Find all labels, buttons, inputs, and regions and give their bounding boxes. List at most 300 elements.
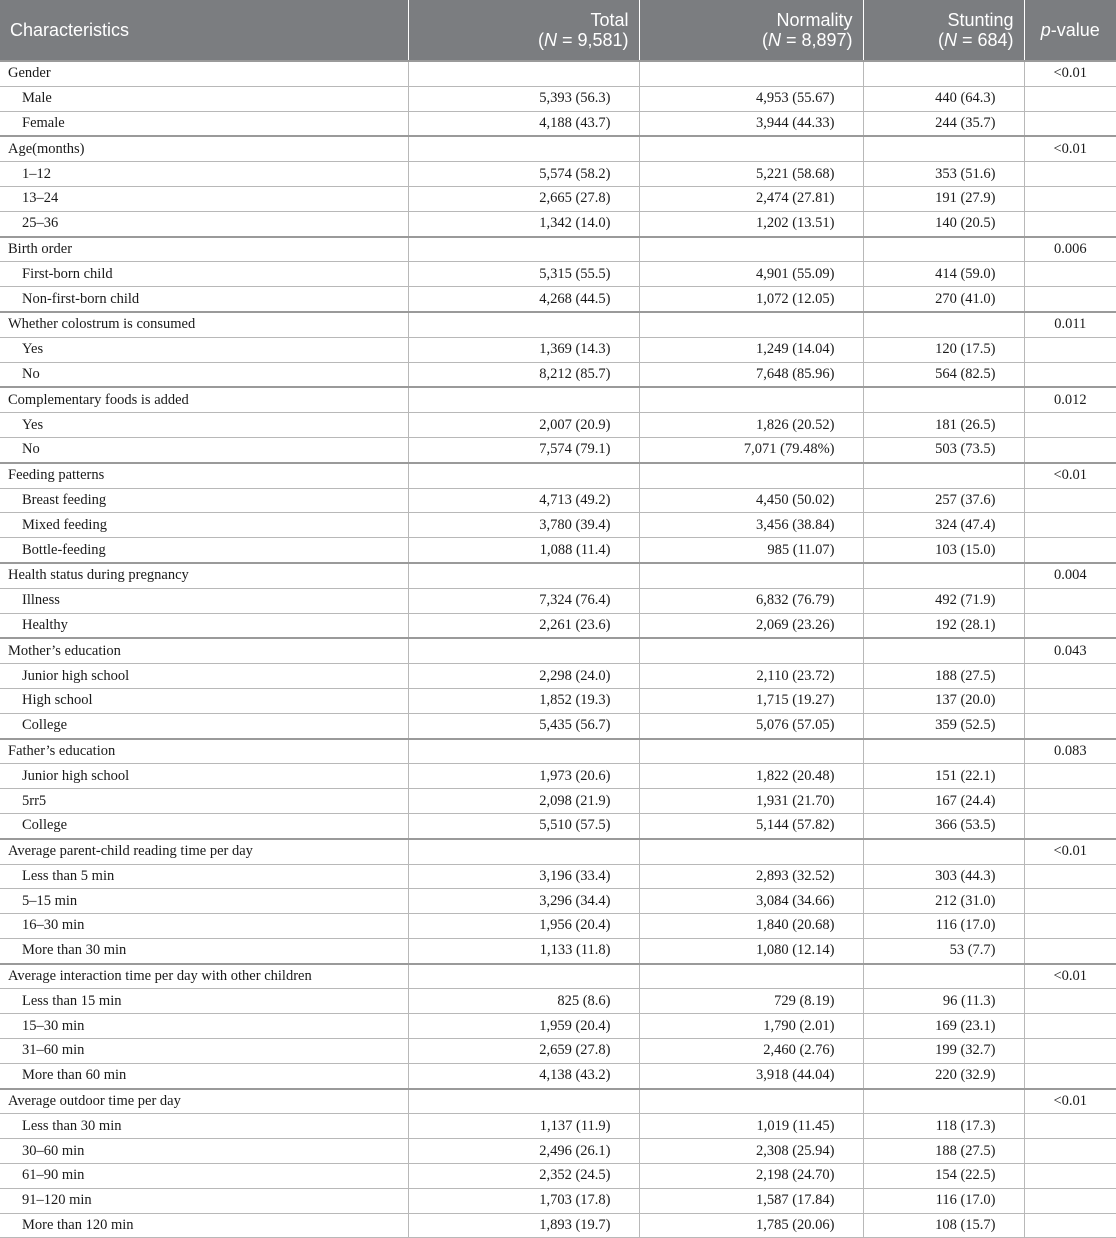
- cell-stunting: 366 (53.5): [863, 813, 1024, 838]
- cell-normality: 5,144 (57.82): [639, 813, 863, 838]
- header-stunting-n: 684: [977, 30, 1008, 50]
- cell-p-value: [1024, 337, 1116, 362]
- cell-characteristic: Non-first-born child: [0, 287, 408, 312]
- cell-p-value: [1024, 488, 1116, 513]
- header-characteristics-label: Characteristics: [10, 20, 130, 40]
- table-row: [0, 1114, 1116, 1139]
- cell-total: 5,574 (58.2): [408, 162, 639, 187]
- cell-normality: 4,953 (55.67): [639, 86, 863, 111]
- cell-p-value: [1024, 914, 1116, 939]
- table-row-group: [0, 638, 1116, 663]
- table-header: [0, 0, 1116, 61]
- cell-total: 4,713 (49.2): [408, 488, 639, 513]
- cell-normality: 2,110 (23.72): [639, 664, 863, 689]
- cell-stunting: 440 (64.3): [863, 86, 1024, 111]
- cell-normality: 2,460 (2.76): [639, 1039, 863, 1064]
- cell-characteristic: 16–30 min: [0, 914, 408, 939]
- cell-total: 5,510 (57.5): [408, 813, 639, 838]
- header-normality-n: 8,897: [801, 30, 847, 50]
- cell-normality: 5,076 (57.05): [639, 713, 863, 738]
- table-row: [0, 813, 1116, 838]
- cell-total: [408, 839, 639, 864]
- cell-stunting: 244 (35.7): [863, 111, 1024, 136]
- cell-p-value: [1024, 864, 1116, 889]
- cell-characteristic: 5–15 min: [0, 889, 408, 914]
- cell-normality: 3,918 (44.04): [639, 1063, 863, 1088]
- cell-total: 7,574 (79.1): [408, 437, 639, 462]
- cell-total: 5,435 (56.7): [408, 713, 639, 738]
- table-row: [0, 864, 1116, 889]
- cell-p-value: [1024, 813, 1116, 838]
- cell-characteristic: More than 120 min: [0, 1213, 408, 1238]
- cell-stunting: 116 (17.0): [863, 1188, 1024, 1213]
- cell-stunting: 154 (22.5): [863, 1164, 1024, 1189]
- header-p-symbol: p: [1040, 20, 1051, 40]
- table-row: [0, 889, 1116, 914]
- header-normality-n-symbol: N: [767, 30, 781, 50]
- cell-characteristic: Yes: [0, 413, 408, 438]
- cell-stunting: 564 (82.5): [863, 362, 1024, 387]
- header-normality: Normality (N = 8,897): [639, 0, 863, 61]
- table-row-group: [0, 387, 1116, 412]
- cell-total: [408, 638, 639, 663]
- cell-total: 3,780 (39.4): [408, 513, 639, 538]
- cell-total: 1,703 (17.8): [408, 1188, 639, 1213]
- cell-p-value: [1024, 588, 1116, 613]
- cell-stunting: [863, 387, 1024, 412]
- cell-p-value: [1024, 262, 1116, 287]
- cell-stunting: 212 (31.0): [863, 889, 1024, 914]
- cell-total: [408, 1089, 639, 1114]
- table-row: [0, 513, 1116, 538]
- cell-normality: 1,072 (12.05): [639, 287, 863, 312]
- cell-normality: 5,221 (58.68): [639, 162, 863, 187]
- cell-p-value: [1024, 162, 1116, 187]
- table-row: [0, 1014, 1116, 1039]
- cell-p-value: [1024, 764, 1116, 789]
- cell-total: [408, 312, 639, 337]
- cell-p-value: [1024, 413, 1116, 438]
- cell-characteristic: Mother’s education: [0, 638, 408, 663]
- cell-total: 2,496 (26.1): [408, 1139, 639, 1164]
- cell-characteristic: High school: [0, 688, 408, 713]
- table-row: [0, 437, 1116, 462]
- cell-p-value: [1024, 211, 1116, 236]
- cell-p-value: [1024, 287, 1116, 312]
- cell-stunting: 96 (11.3): [863, 989, 1024, 1014]
- cell-p-value: [1024, 989, 1116, 1014]
- cell-normality: 729 (8.19): [639, 989, 863, 1014]
- cell-characteristic: 15–30 min: [0, 1014, 408, 1039]
- cell-total: 1,973 (20.6): [408, 764, 639, 789]
- cell-p-value: [1024, 1188, 1116, 1213]
- cell-total: 1,956 (20.4): [408, 914, 639, 939]
- cell-characteristic: Male: [0, 86, 408, 111]
- cell-characteristic: Less than 5 min: [0, 864, 408, 889]
- table-row: [0, 613, 1116, 638]
- cell-total: 825 (8.6): [408, 989, 639, 1014]
- cell-total: 1,959 (20.4): [408, 1014, 639, 1039]
- cell-normality: 1,587 (17.84): [639, 1188, 863, 1213]
- cell-characteristic: College: [0, 813, 408, 838]
- cell-p-value: [1024, 889, 1116, 914]
- cell-normality: 1,202 (13.51): [639, 211, 863, 236]
- cell-total: 5,393 (56.3): [408, 86, 639, 111]
- cell-stunting: 118 (17.3): [863, 1114, 1024, 1139]
- cell-total: 2,665 (27.8): [408, 186, 639, 211]
- cell-characteristic: 25–36: [0, 211, 408, 236]
- table-row: [0, 713, 1116, 738]
- cell-characteristic: More than 30 min: [0, 938, 408, 963]
- cell-total: [408, 463, 639, 488]
- cell-characteristic: Breast feeding: [0, 488, 408, 513]
- table-row: [0, 413, 1116, 438]
- table-row: [0, 1139, 1116, 1164]
- cell-normality: [639, 136, 863, 161]
- cell-normality: [639, 638, 863, 663]
- cell-total: 4,268 (44.5): [408, 287, 639, 312]
- cell-normality: 2,474 (27.81): [639, 186, 863, 211]
- cell-characteristic: 13–24: [0, 186, 408, 211]
- table-row-group: [0, 312, 1116, 337]
- cell-p-value: <0.01: [1024, 136, 1116, 161]
- cell-characteristic: Gender: [0, 61, 408, 86]
- cell-stunting: 414 (59.0): [863, 262, 1024, 287]
- cell-normality: [639, 964, 863, 989]
- cell-total: 2,261 (23.6): [408, 613, 639, 638]
- cell-stunting: 167 (24.4): [863, 789, 1024, 814]
- cell-characteristic: College: [0, 713, 408, 738]
- cell-normality: [639, 563, 863, 588]
- cell-p-value: <0.01: [1024, 463, 1116, 488]
- table-row-group: [0, 839, 1116, 864]
- cell-p-value: 0.006: [1024, 237, 1116, 262]
- cell-characteristic: No: [0, 437, 408, 462]
- cell-stunting: 188 (27.5): [863, 664, 1024, 689]
- cell-total: [408, 563, 639, 588]
- cell-total: 1,852 (19.3): [408, 688, 639, 713]
- cell-characteristic: Health status during pregnancy: [0, 563, 408, 588]
- cell-p-value: <0.01: [1024, 839, 1116, 864]
- cell-normality: 1,840 (20.68): [639, 914, 863, 939]
- cell-total: 4,138 (43.2): [408, 1063, 639, 1088]
- cell-p-value: [1024, 1213, 1116, 1238]
- table-row: [0, 789, 1116, 814]
- cell-stunting: 169 (23.1): [863, 1014, 1024, 1039]
- table-row: [0, 914, 1116, 939]
- cell-total: 4,188 (43.7): [408, 111, 639, 136]
- cell-normality: 1,790 (2.01): [639, 1014, 863, 1039]
- cell-normality: 4,450 (50.02): [639, 488, 863, 513]
- cell-normality: 1,931 (21.70): [639, 789, 863, 814]
- cell-p-value: [1024, 538, 1116, 563]
- cell-p-value: [1024, 664, 1116, 689]
- cell-stunting: 120 (17.5): [863, 337, 1024, 362]
- cell-total: [408, 61, 639, 86]
- cell-p-value: [1024, 938, 1116, 963]
- table-row-group: [0, 1089, 1116, 1114]
- table-row: [0, 1188, 1116, 1213]
- header-row: [0, 0, 1116, 61]
- cell-characteristic: Whether colostrum is consumed: [0, 312, 408, 337]
- cell-characteristic: Average parent-child reading time per day: [0, 839, 408, 864]
- cell-characteristic: First-born child: [0, 262, 408, 287]
- cell-normality: 1,785 (20.06): [639, 1213, 863, 1238]
- cell-p-value: [1024, 1139, 1116, 1164]
- cell-stunting: [863, 739, 1024, 764]
- cell-total: 3,196 (33.4): [408, 864, 639, 889]
- cell-stunting: 257 (37.6): [863, 488, 1024, 513]
- cell-stunting: 270 (41.0): [863, 287, 1024, 312]
- table-row: [0, 111, 1116, 136]
- cell-characteristic: Father’s education: [0, 739, 408, 764]
- cell-normality: 1,715 (19.27): [639, 688, 863, 713]
- cell-stunting: 181 (26.5): [863, 413, 1024, 438]
- cell-normality: 3,944 (44.33): [639, 111, 863, 136]
- header-characteristics: [0, 0, 408, 61]
- cell-stunting: [863, 463, 1024, 488]
- cell-stunting: 220 (32.9): [863, 1063, 1024, 1088]
- table-row-group: [0, 61, 1116, 86]
- cell-characteristic: Feeding patterns: [0, 463, 408, 488]
- cell-total: 2,007 (20.9): [408, 413, 639, 438]
- cell-normality: [639, 61, 863, 86]
- cell-normality: 1,080 (12.14): [639, 938, 863, 963]
- cell-p-value: 0.011: [1024, 312, 1116, 337]
- table-row: [0, 664, 1116, 689]
- table-row: [0, 764, 1116, 789]
- cell-stunting: 192 (28.1): [863, 613, 1024, 638]
- table-row-group: [0, 237, 1116, 262]
- cell-stunting: 199 (32.7): [863, 1039, 1024, 1064]
- cell-characteristic: Mixed feeding: [0, 513, 408, 538]
- table-row: [0, 588, 1116, 613]
- table-row: [0, 211, 1116, 236]
- table-row: [0, 162, 1116, 187]
- cell-characteristic: Less than 30 min: [0, 1114, 408, 1139]
- cell-normality: 6,832 (76.79): [639, 588, 863, 613]
- cell-stunting: 108 (15.7): [863, 1213, 1024, 1238]
- cell-normality: [639, 387, 863, 412]
- cell-normality: 1,019 (11.45): [639, 1114, 863, 1139]
- cell-characteristic: Junior high school: [0, 664, 408, 689]
- table-row: [0, 1063, 1116, 1088]
- cell-p-value: [1024, 186, 1116, 211]
- table-row: [0, 337, 1116, 362]
- cell-p-value: [1024, 613, 1116, 638]
- cell-stunting: 503 (73.5): [863, 437, 1024, 462]
- table-row: [0, 186, 1116, 211]
- cell-characteristic: More than 60 min: [0, 1063, 408, 1088]
- table-row: [0, 362, 1116, 387]
- cell-p-value: [1024, 111, 1116, 136]
- cell-normality: 7,071 (79.48%): [639, 437, 863, 462]
- table-row-group: [0, 463, 1116, 488]
- header-stunting-label: Stunting: [947, 10, 1014, 30]
- cell-p-value: <0.01: [1024, 964, 1116, 989]
- table-row-group: [0, 136, 1116, 161]
- cell-total: 2,352 (24.5): [408, 1164, 639, 1189]
- cell-p-value: [1024, 437, 1116, 462]
- cell-stunting: [863, 638, 1024, 663]
- cell-p-value: [1024, 1063, 1116, 1088]
- table-row: [0, 938, 1116, 963]
- cell-characteristic: Average interaction time per day with other children: [0, 964, 408, 989]
- cell-total: [408, 136, 639, 161]
- cell-characteristic: Junior high school: [0, 764, 408, 789]
- cell-normality: [639, 839, 863, 864]
- cell-stunting: [863, 1089, 1024, 1114]
- cell-stunting: 492 (71.9): [863, 588, 1024, 613]
- cell-total: [408, 739, 639, 764]
- cell-characteristic: Complementary foods is added: [0, 387, 408, 412]
- table-row: [0, 1213, 1116, 1238]
- cell-normality: [639, 312, 863, 337]
- cell-characteristic: 5rr5: [0, 789, 408, 814]
- cell-characteristic: 61–90 min: [0, 1164, 408, 1189]
- cell-stunting: 191 (27.9): [863, 186, 1024, 211]
- table-row-group: [0, 739, 1116, 764]
- cell-p-value: [1024, 789, 1116, 814]
- cell-total: 5,315 (55.5): [408, 262, 639, 287]
- cell-characteristic: Female: [0, 111, 408, 136]
- table-row: [0, 688, 1116, 713]
- table-row: [0, 1039, 1116, 1064]
- cell-normality: [639, 739, 863, 764]
- cell-total: 8,212 (85.7): [408, 362, 639, 387]
- header-total-n-symbol: N: [543, 30, 557, 50]
- table-body: [0, 61, 1116, 1238]
- cell-stunting: [863, 964, 1024, 989]
- cell-stunting: 137 (20.0): [863, 688, 1024, 713]
- cell-p-value: [1024, 713, 1116, 738]
- cell-p-value: <0.01: [1024, 61, 1116, 86]
- cell-total: 2,298 (24.0): [408, 664, 639, 689]
- cell-normality: 1,822 (20.48): [639, 764, 863, 789]
- header-p-suffix: -value: [1050, 20, 1100, 40]
- cell-stunting: [863, 563, 1024, 588]
- cell-stunting: 103 (15.0): [863, 538, 1024, 563]
- cell-total: 1,137 (11.9): [408, 1114, 639, 1139]
- header-p-value: [1024, 0, 1116, 61]
- cell-p-value: [1024, 1014, 1116, 1039]
- cell-characteristic: 1–12: [0, 162, 408, 187]
- table-row: [0, 287, 1116, 312]
- table-row-group: [0, 964, 1116, 989]
- table-row: [0, 1164, 1116, 1189]
- cell-p-value: 0.012: [1024, 387, 1116, 412]
- cell-p-value: [1024, 1114, 1116, 1139]
- cell-p-value: 0.004: [1024, 563, 1116, 588]
- cell-p-value: [1024, 362, 1116, 387]
- table-row-group: [0, 563, 1116, 588]
- cell-stunting: 303 (44.3): [863, 864, 1024, 889]
- table-row: [0, 262, 1116, 287]
- cell-normality: [639, 237, 863, 262]
- cell-total: 1,893 (19.7): [408, 1213, 639, 1238]
- cell-total: 1,369 (14.3): [408, 337, 639, 362]
- header-total-label: Total: [590, 10, 629, 30]
- cell-p-value: [1024, 1164, 1116, 1189]
- cell-normality: 7,648 (85.96): [639, 362, 863, 387]
- cell-p-value: 0.043: [1024, 638, 1116, 663]
- table-row: [0, 488, 1116, 513]
- header-stunting-n-symbol: N: [943, 30, 957, 50]
- header-total-n: 9,581: [577, 30, 623, 50]
- cell-total: 2,659 (27.8): [408, 1039, 639, 1064]
- cell-p-value: <0.01: [1024, 1089, 1116, 1114]
- cell-p-value: [1024, 688, 1116, 713]
- cell-total: [408, 964, 639, 989]
- cell-normality: 2,893 (32.52): [639, 864, 863, 889]
- cell-stunting: 53 (7.7): [863, 938, 1024, 963]
- cell-stunting: [863, 237, 1024, 262]
- cell-p-value: [1024, 513, 1116, 538]
- cell-stunting: 140 (20.5): [863, 211, 1024, 236]
- cell-characteristic: Illness: [0, 588, 408, 613]
- header-stunting: Stunting (N = 684): [863, 0, 1024, 61]
- cell-stunting: 151 (22.1): [863, 764, 1024, 789]
- cell-normality: 2,308 (25.94): [639, 1139, 863, 1164]
- cell-characteristic: Birth order: [0, 237, 408, 262]
- cell-total: 1,088 (11.4): [408, 538, 639, 563]
- cell-normality: 985 (11.07): [639, 538, 863, 563]
- cell-normality: 1,249 (14.04): [639, 337, 863, 362]
- cell-stunting: [863, 136, 1024, 161]
- cell-total: 3,296 (34.4): [408, 889, 639, 914]
- cell-total: 1,133 (11.8): [408, 938, 639, 963]
- cell-normality: 4,901 (55.09): [639, 262, 863, 287]
- cell-stunting: [863, 839, 1024, 864]
- cell-normality: [639, 1089, 863, 1114]
- table-row: [0, 86, 1116, 111]
- cell-p-value: [1024, 86, 1116, 111]
- header-total: Total (N = 9,581): [408, 0, 639, 61]
- cell-characteristic: Yes: [0, 337, 408, 362]
- cell-p-value: 0.083: [1024, 739, 1116, 764]
- cell-total: [408, 237, 639, 262]
- cell-normality: 1,826 (20.52): [639, 413, 863, 438]
- table-row: [0, 989, 1116, 1014]
- cell-p-value: [1024, 1039, 1116, 1064]
- cell-stunting: 353 (51.6): [863, 162, 1024, 187]
- cell-normality: 3,456 (38.84): [639, 513, 863, 538]
- cell-characteristic: Average outdoor time per day: [0, 1089, 408, 1114]
- table-row: [0, 538, 1116, 563]
- cell-total: [408, 387, 639, 412]
- cell-characteristic: Age(months): [0, 136, 408, 161]
- cell-characteristic: 30–60 min: [0, 1139, 408, 1164]
- cell-stunting: [863, 61, 1024, 86]
- cell-total: 7,324 (76.4): [408, 588, 639, 613]
- cell-normality: 2,198 (24.70): [639, 1164, 863, 1189]
- cell-normality: 3,084 (34.66): [639, 889, 863, 914]
- cell-characteristic: 91–120 min: [0, 1188, 408, 1213]
- cell-stunting: 324 (47.4): [863, 513, 1024, 538]
- cell-characteristic: Healthy: [0, 613, 408, 638]
- cell-normality: [639, 463, 863, 488]
- cell-total: 1,342 (14.0): [408, 211, 639, 236]
- cell-stunting: [863, 312, 1024, 337]
- cell-normality: 2,069 (23.26): [639, 613, 863, 638]
- cell-stunting: 116 (17.0): [863, 914, 1024, 939]
- cell-stunting: 188 (27.5): [863, 1139, 1024, 1164]
- cell-characteristic: Bottle-feeding: [0, 538, 408, 563]
- cell-characteristic: Less than 15 min: [0, 989, 408, 1014]
- cell-characteristic: 31–60 min: [0, 1039, 408, 1064]
- cell-characteristic: No: [0, 362, 408, 387]
- header-normality-label: Normality: [776, 10, 853, 30]
